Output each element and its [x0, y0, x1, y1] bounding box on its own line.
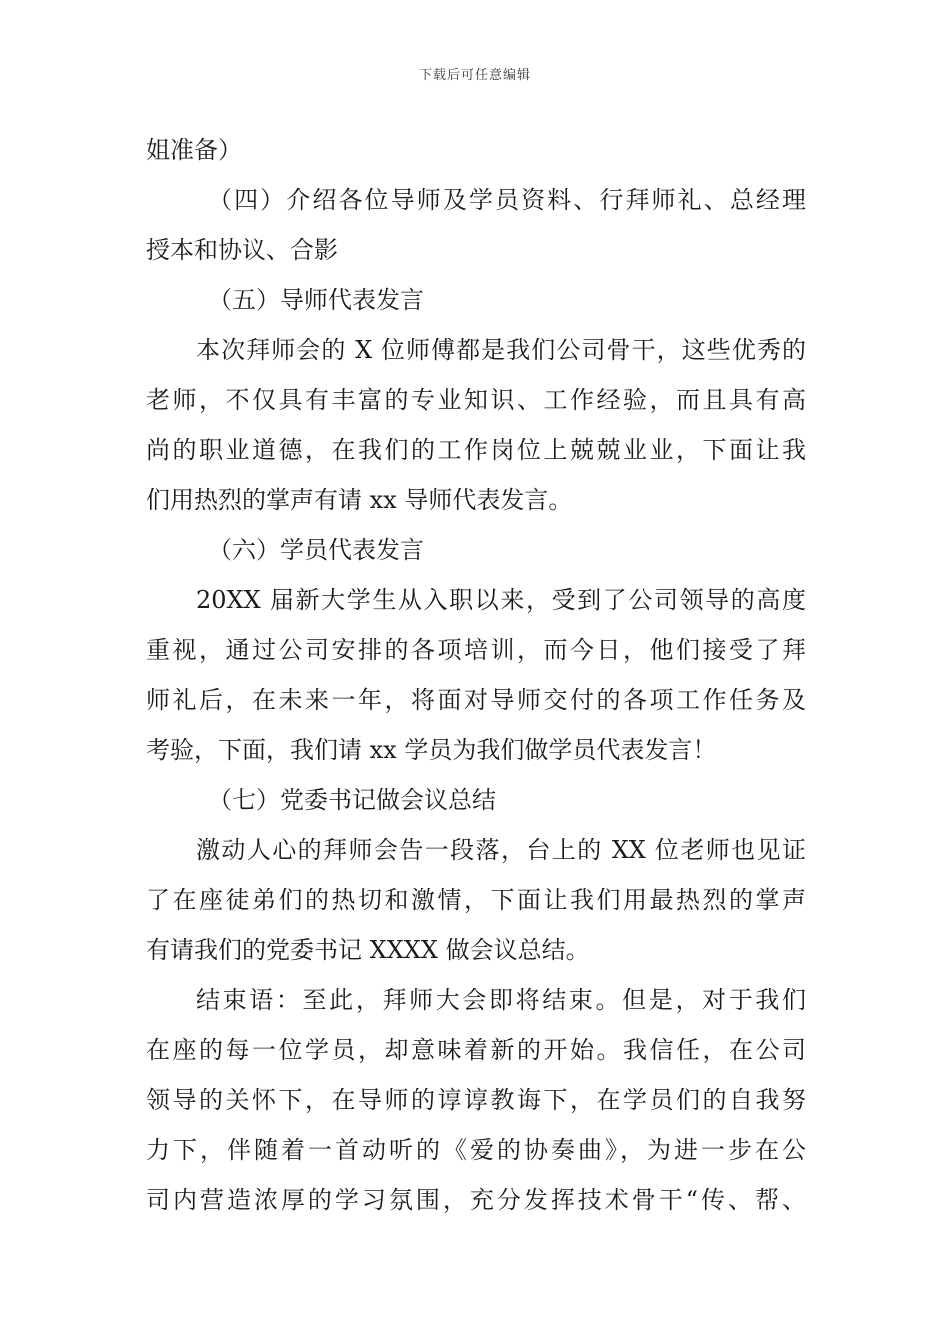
paragraph-line: 力下，伴随着一首动听的《爱的协奏曲》，为进一步在公 [146, 1136, 806, 1164]
section-heading: （四）介绍各位导师及学员资料、行拜师礼、总经理 [208, 186, 806, 214]
paragraph-line: 们用热烈的掌声有请 xx 导师代表发言。 [146, 486, 573, 514]
paragraph-line: 考验，下面，我们请 xx 学员为我们做学员代表发言！ [146, 736, 717, 764]
section-heading: （七）党委书记做会议总结 [208, 786, 496, 814]
paragraph-line: 本次拜师会的 X 位师傅都是我们公司骨干，这些优秀的 [196, 336, 806, 364]
text-line: 授本和协议、合影 [146, 236, 338, 264]
paragraph-line: 了在座徒弟们的热切和激情，下面让我们用最热烈的掌声 [146, 886, 806, 914]
paragraph-line: 结束语：至此，拜师大会即将结束。但是，对于我们 [196, 986, 806, 1014]
paragraph-line: 在座的每一位学员，却意味着新的开始。我信任，在公司 [146, 1036, 806, 1064]
page-header: 下载后可任意编辑 [418, 68, 531, 83]
section-heading: （五）导师代表发言 [208, 286, 424, 314]
paragraph-line: 有请我们的党委书记 XXXX 做会议总结。 [146, 936, 590, 964]
paragraph-line: 20XX 届新大学生从入职以来，受到了公司领导的高度 [196, 586, 806, 614]
paragraph-line: 司内营造浓厚的学习氛围，充分发挥技术骨干“传、帮、 [146, 1186, 806, 1214]
document-body [146, 125, 806, 1225]
paragraph-line: 老师，不仅具有丰富的专业知识、工作经验，而且具有高 [146, 386, 806, 414]
text-line: 姐准备） [146, 136, 242, 164]
paragraph-line: 重视，通过公司安排的各项培训，而今日，他们接受了拜 [146, 636, 806, 664]
section-heading: （六）学员代表发言 [208, 536, 424, 564]
paragraph-line: 领导的关怀下，在导师的谆谆教诲下，在学员们的自我努 [146, 1086, 806, 1114]
paragraph-line: 师礼后，在未来一年，将面对导师交付的各项工作任务及 [146, 686, 806, 714]
paragraph-line: 尚的职业道德，在我们的工作岗位上兢兢业业，下面让我 [146, 436, 806, 464]
paragraph-line: 激动人心的拜师会告一段落，台上的 XX 位老师也见证 [196, 836, 806, 864]
